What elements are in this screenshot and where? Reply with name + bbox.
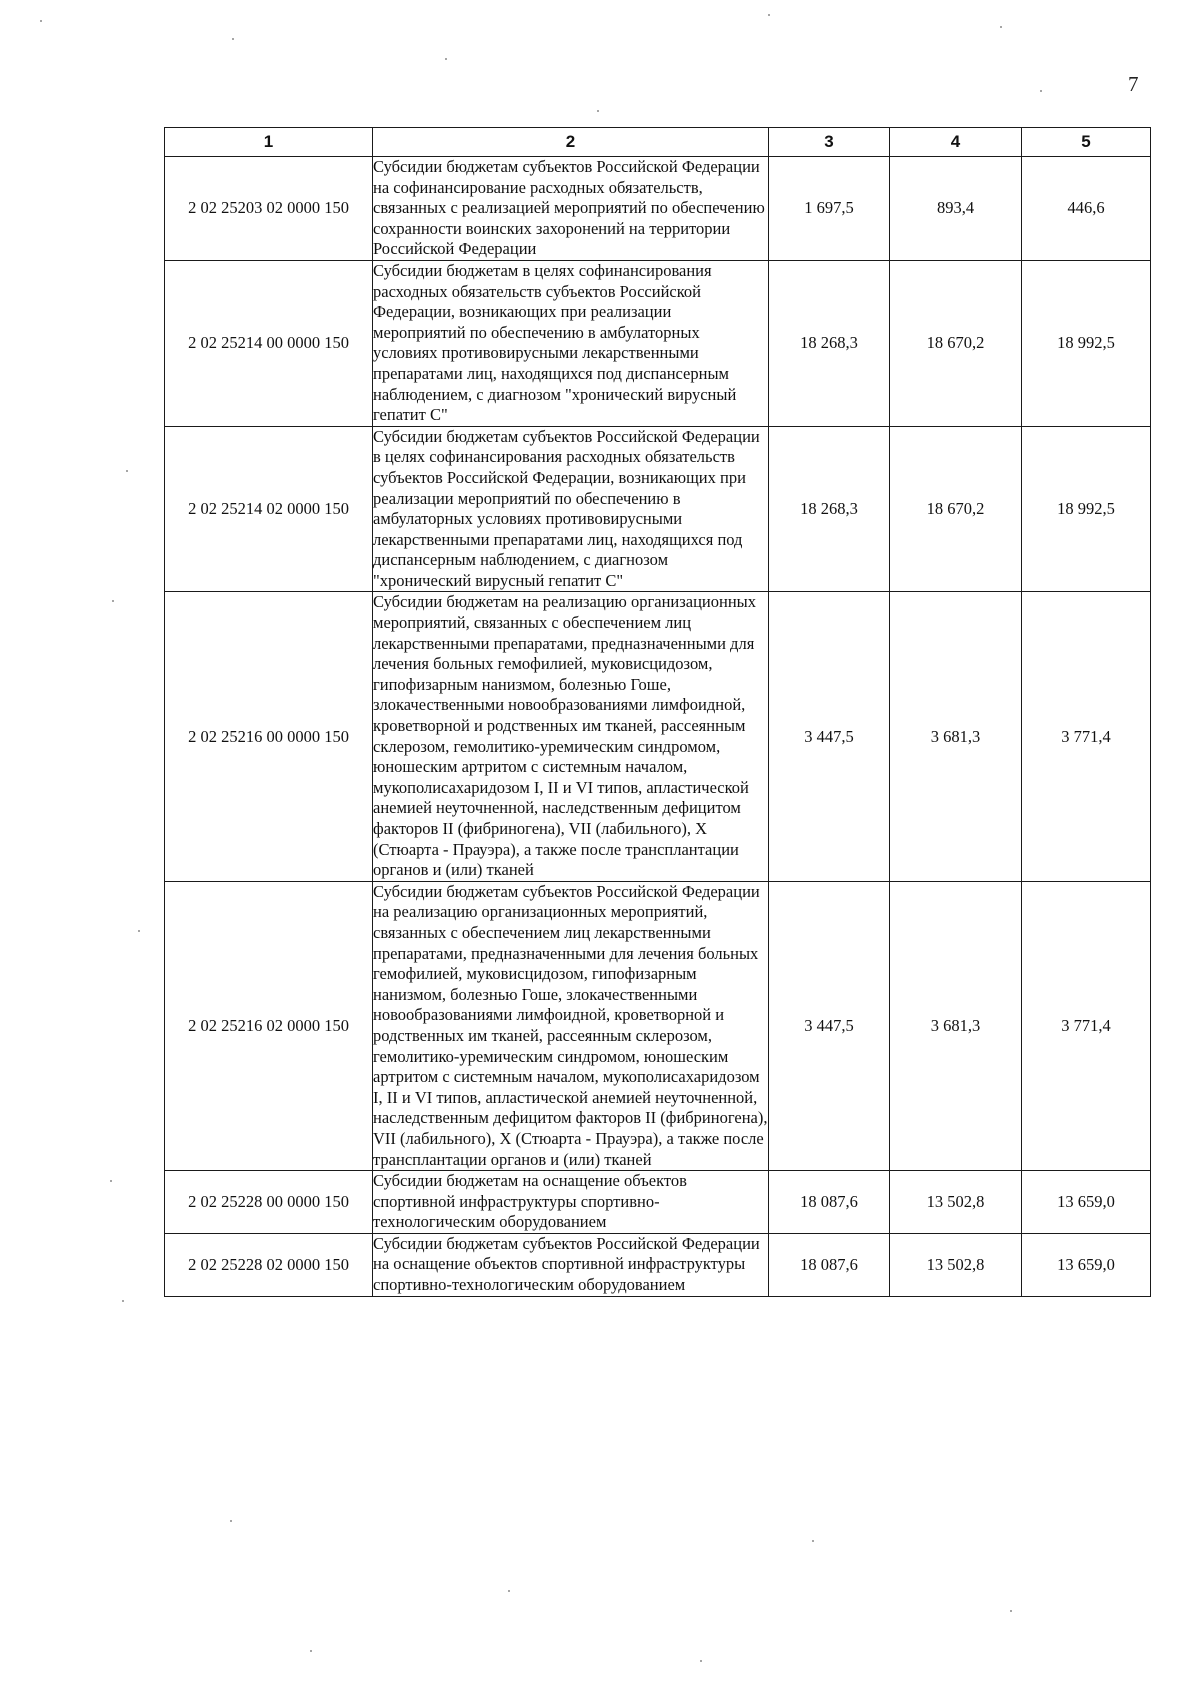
amount-col4-cell: 893,4 [890, 157, 1022, 261]
amount-col5-cell: 18 992,5 [1022, 426, 1151, 592]
table-row [165, 1171, 1151, 1234]
budget-code-cell: 2 02 25228 02 0000 150 [165, 1233, 373, 1296]
description-cell: Субсидии бюджетам на оснащение объектов спортивной инфраструктуры спортивно-технологическим оборудованием [373, 1171, 769, 1234]
header-row [165, 128, 1151, 157]
amount-col4-cell: 13 502,8 [890, 1171, 1022, 1234]
amount-col3-cell: 18 087,6 [769, 1233, 890, 1296]
table-row [165, 157, 1151, 261]
amount-col4-cell: 18 670,2 [890, 426, 1022, 592]
table-row [165, 1233, 1151, 1296]
column-header-3: 3 [769, 128, 890, 157]
amount-col3-cell: 18 087,6 [769, 1171, 890, 1234]
column-header-1: 1 [165, 128, 373, 157]
amount-col3-cell: 3 447,5 [769, 881, 890, 1170]
amount-col3-cell: 3 447,5 [769, 592, 890, 881]
amount-col5-cell: 18 992,5 [1022, 260, 1151, 426]
table-row [165, 881, 1151, 1170]
amount-col4-cell: 13 502,8 [890, 1233, 1022, 1296]
description-cell: Субсидии бюджетам в целях софинансирования расходных обязательств субъектов Российской Федерации, возникающих при реализации мероприятий по обеспечению в амбулаторных условиях противовирусными лекарственными препаратами лиц, находящихся под диспансерным наблюдением, с диагнозом "хронический вирусный гепатит С" [373, 260, 769, 426]
table-row [165, 426, 1151, 592]
table-row [165, 592, 1151, 881]
budget-code-cell: 2 02 25214 02 0000 150 [165, 426, 373, 592]
amount-col5-cell: 3 771,4 [1022, 881, 1151, 1170]
description-cell: Субсидии бюджетам субъектов Российской Федерации на софинансирование расходных обязательств, связанных с реализацией мероприятий по обеспечению сохранности воинских захоронений на территории Российской Федерации [373, 157, 769, 261]
amount-col5-cell: 3 771,4 [1022, 592, 1151, 881]
description-cell: Субсидии бюджетам субъектов Российской Федерации на реализацию организационных мероприятий, связанных с обеспечением лиц лекарственными препаратами, предназначенными для лечения больных гемофилией, муковисцидозом, гипофизарным нанизмом, болезнью Гоше, злокачественными новообразованиями лимфоидной, кроветворной и родственных им тканей, рассеянным склерозом, гемолитико-уремическим синдромом, юношеским артритом с системным началом, мукополисахаридозом I, II и VI типов, апластической анемией неуточненной, наследственным дефицитом факторов II (фибриногена), VII (лабильного), X (Стюарта - Прауэра), а также после трансплантации органов и (или) тканей [373, 881, 769, 1170]
description-cell: Субсидии бюджетам субъектов Российской Федерации на оснащение объектов спортивной инфраструктуры спортивно-технологическим оборудованием [373, 1233, 769, 1296]
budget-code-cell: 2 02 25216 00 0000 150 [165, 592, 373, 881]
column-header-5: 5 [1022, 128, 1151, 157]
amount-col4-cell: 3 681,3 [890, 881, 1022, 1170]
amount-col3-cell: 18 268,3 [769, 260, 890, 426]
description-cell: Субсидии бюджетам на реализацию организационных мероприятий, связанных с обеспечением лиц лекарственными препаратами, предназначенными для лечения больных гемофилией, муковисцидозом, гипофизарным нанизмом, болезнью Гоше, злокачественными новообразованиями лимфоидной, кроветворной и родственных им тканей, рассеянным склерозом, гемолитико-уремическим синдромом, юношеским артритом с системным началом, мукополисахаридозом I, II и VI типов, апластической анемией неуточненной, наследственным дефицитом факторов II (фибриногена), VII (лабильного), X (Стюарта - Прауэра), а также после трансплантации органов и (или) тканей [373, 592, 769, 881]
amount-col4-cell: 18 670,2 [890, 260, 1022, 426]
page-number: 7 [1128, 72, 1139, 96]
amount-col5-cell: 13 659,0 [1022, 1233, 1151, 1296]
amount-col3-cell: 1 697,5 [769, 157, 890, 261]
budget-code-cell: 2 02 25216 02 0000 150 [165, 881, 373, 1170]
amount-col4-cell: 3 681,3 [890, 592, 1022, 881]
description-cell: Субсидии бюджетам субъектов Российской Федерации в целях софинансирования расходных обязательств субъектов Российской Федерации, возникающих при реализации мероприятий по обеспечению в амбулаторных условиях противовирусными лекарственными препаратами лиц, находящихся под диспансерным наблюдением, с диагнозом "хронический вирусный гепатит С" [373, 426, 769, 592]
column-header-2: 2 [373, 128, 769, 157]
budget-code-cell: 2 02 25228 00 0000 150 [165, 1171, 373, 1234]
budget-table [164, 127, 1151, 1297]
amount-col5-cell: 446,6 [1022, 157, 1151, 261]
budget-code-cell: 2 02 25203 02 0000 150 [165, 157, 373, 261]
column-header-4: 4 [890, 128, 1022, 157]
amount-col5-cell: 13 659,0 [1022, 1171, 1151, 1234]
budget-code-cell: 2 02 25214 00 0000 150 [165, 260, 373, 426]
amount-col3-cell: 18 268,3 [769, 426, 890, 592]
table-row [165, 260, 1151, 426]
